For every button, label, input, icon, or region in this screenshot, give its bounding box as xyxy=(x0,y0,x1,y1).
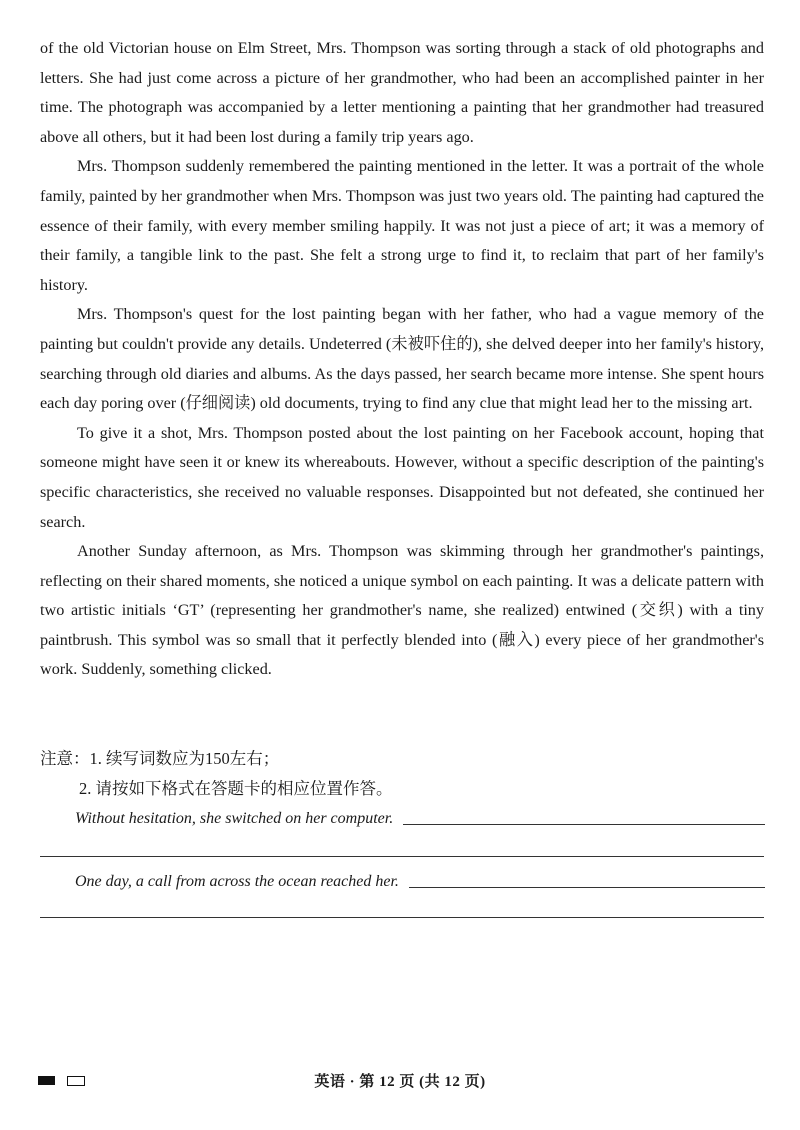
answer-line-2[interactable] xyxy=(40,917,764,918)
paragraph-5: Another Sunday afternoon, as Mrs. Thompson was skimming through her grandmother's paintings, reflecting on their shared moments, she noticed a unique symbol on each painting. It was a delicate pattern with two artistic initials ‘GT’ (representing her grandmother's name, she realized) entwined (交织) with a tiny paintbrush. This symbol was so small that it perfectly blended into (融入) every piece of her grandmother's work. Suddenly, something clicked. xyxy=(40,542,764,679)
paragraph-3: Mrs. Thompson's quest for the lost painting began with her father, who had a vague memory of the painting but couldn't provide any details. Undeterred (未被吓住的), she delved deeper into her family's history, searching through old diaries and albums. As the days passed, her search became more intense. She spent hours each day poring over (仔细阅读) old documents, trying to find any clue that might lead her to the missing art. xyxy=(40,305,764,413)
answer-blank-1[interactable] xyxy=(403,823,765,825)
continuation-prompt-2 xyxy=(75,873,765,891)
answer-blank-2[interactable] xyxy=(409,886,765,888)
prompt-1-text: Without hesitation, she switched on her computer. xyxy=(75,810,394,827)
instruction-format: 2. 请按如下格式在答题卡的相应位置作答。 xyxy=(79,779,393,798)
prompt-2-text: One day, a call from across the ocean reached her. xyxy=(75,873,399,890)
continuation-prompt-1 xyxy=(75,810,765,828)
paragraph-2: Mrs. Thompson suddenly remembered the painting mentioned in the letter. It was a portrait of the whole family, painted by her grandmother when Mrs. Thompson was just two years old. The painting had captured the essence of their family, with every member smiling happily. It was not just a piece of art; it was a memory of their family, a tangible link to the past. She felt a strong urge to find it, to reclaim that part of her family's history. xyxy=(40,157,764,294)
answer-line-1[interactable] xyxy=(40,856,764,857)
paragraph-4: To give it a shot, Mrs. Thompson posted about the lost painting on her Facebook account, hoping that someone might have seen it or knew its whereabouts. However, without a specific description of the painting's specific characteristics, she received no valuable responses. Disappointed but not defeated, she continued her search. xyxy=(40,423,764,531)
page-footer xyxy=(0,1068,800,1098)
story-passage xyxy=(40,34,764,685)
page-number: 英语 · 第 12 页 (共 12 页) xyxy=(314,1074,486,1090)
instruction-word-count: 注意：1. 续写词数应为150左右； xyxy=(40,749,280,768)
instructions xyxy=(40,744,764,804)
paragraph-1: of the old Victorian house on Elm Street, Mrs. Thompson was sorting through a stack of old photographs and letters. She had just come across a picture of her grandmother, who had been an accomplished painter in her time. The photograph was accompanied by a letter mentioning a painting that her grandmother had treasured above all others, but it had been lost during a family trip years ago. xyxy=(40,39,764,146)
